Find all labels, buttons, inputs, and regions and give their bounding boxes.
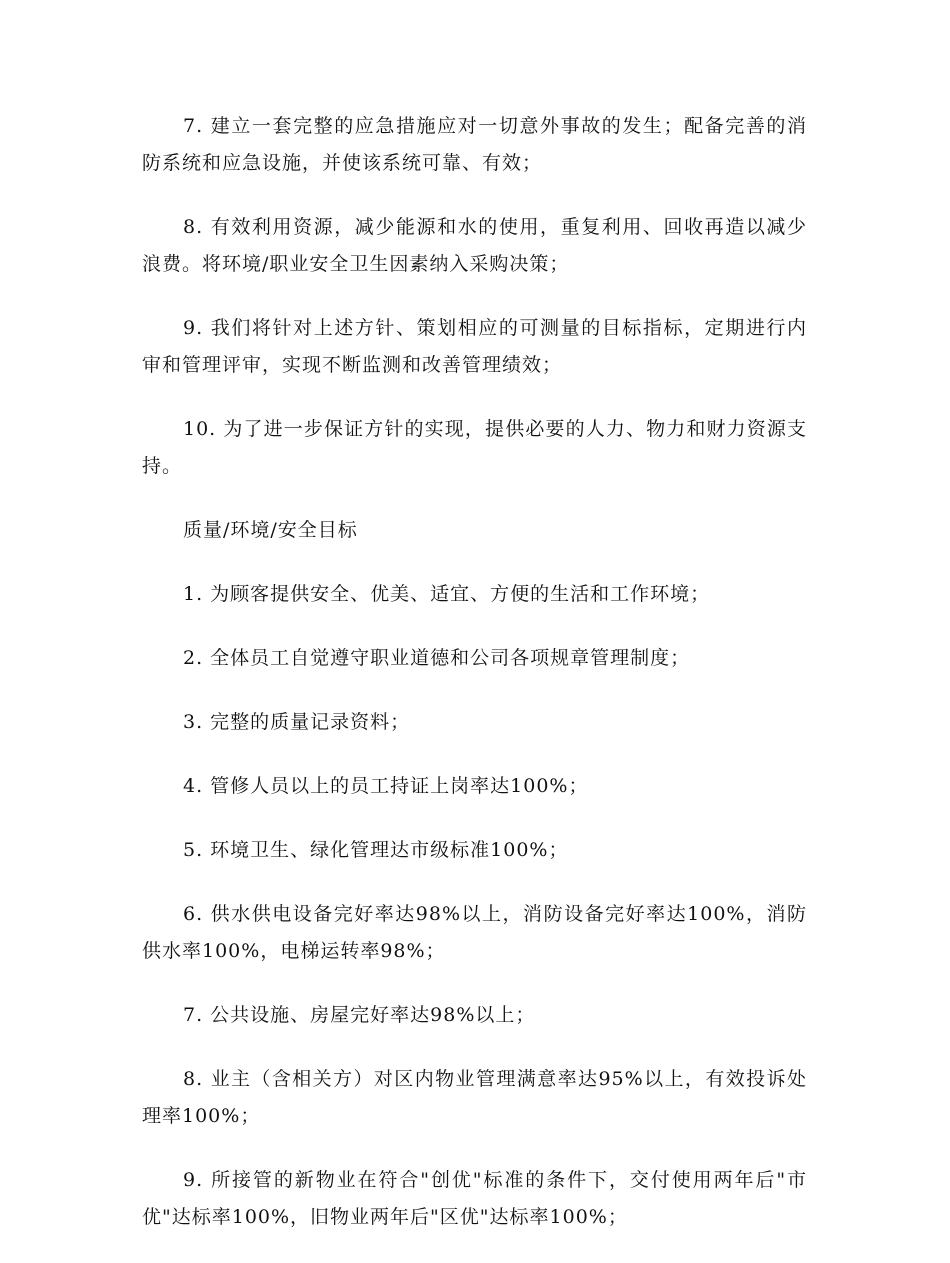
policy-item-9: 9. 我们将针对上述方针、策划相应的可测量的目标指标，定期进行内审和管理评审，实现不断监测和改善管理绩效； (142, 317, 807, 376)
objective-item-1: 1. 为顾客提供安全、优美、适宜、方便的生活和工作环境； (183, 583, 711, 605)
objective-item-4: 4. 管修人员以上的员工持证上岗率达100%； (183, 775, 589, 797)
objective-item-9: 9. 所接管的新物业在符合"创优"标准的条件下，交付使用两年后"市优"达标率100%，旧物业两年后"区优"达标率100%； (142, 1169, 807, 1228)
objectives-heading: 质量/环境/安全目标 (183, 519, 358, 541)
policy-item-10: 10. 为了进一步保证方针的实现，提供必要的人力、物力和财力资源支持。 (142, 418, 807, 477)
objective-item-6: 6. 供水供电设备完好率达98%以上，消防设备完好率达100%，消防供水率100%，电梯运转率98%； (142, 903, 807, 962)
objective-item-8: 8. 业主（含相关方）对区内物业管理满意率达95%以上，有效投诉处理率100%； (142, 1068, 807, 1127)
objective-item-2: 2. 全体员工自觉遵守职业道德和公司各项规章管理制度； (183, 647, 691, 669)
policy-item-7: 7. 建立一套完整的应急措施应对一切意外事故的发生；配备完善的消防系统和应急设施，并使该系统可靠、有效； (142, 115, 807, 174)
document-body (142, 108, 807, 1263)
policy-item-8: 8. 有效利用资源，减少能源和水的使用，重复利用、回收再造以减少浪费。将环境/职业安全卫生因素纳入采购决策； (142, 216, 807, 275)
objective-item-3: 3. 完整的质量记录资料； (183, 711, 411, 733)
objective-item-5: 5. 环境卫生、绿化管理达市级标准100%； (183, 839, 569, 861)
objective-item-7: 7. 公共设施、房屋完好率达98%以上； (183, 1004, 536, 1026)
